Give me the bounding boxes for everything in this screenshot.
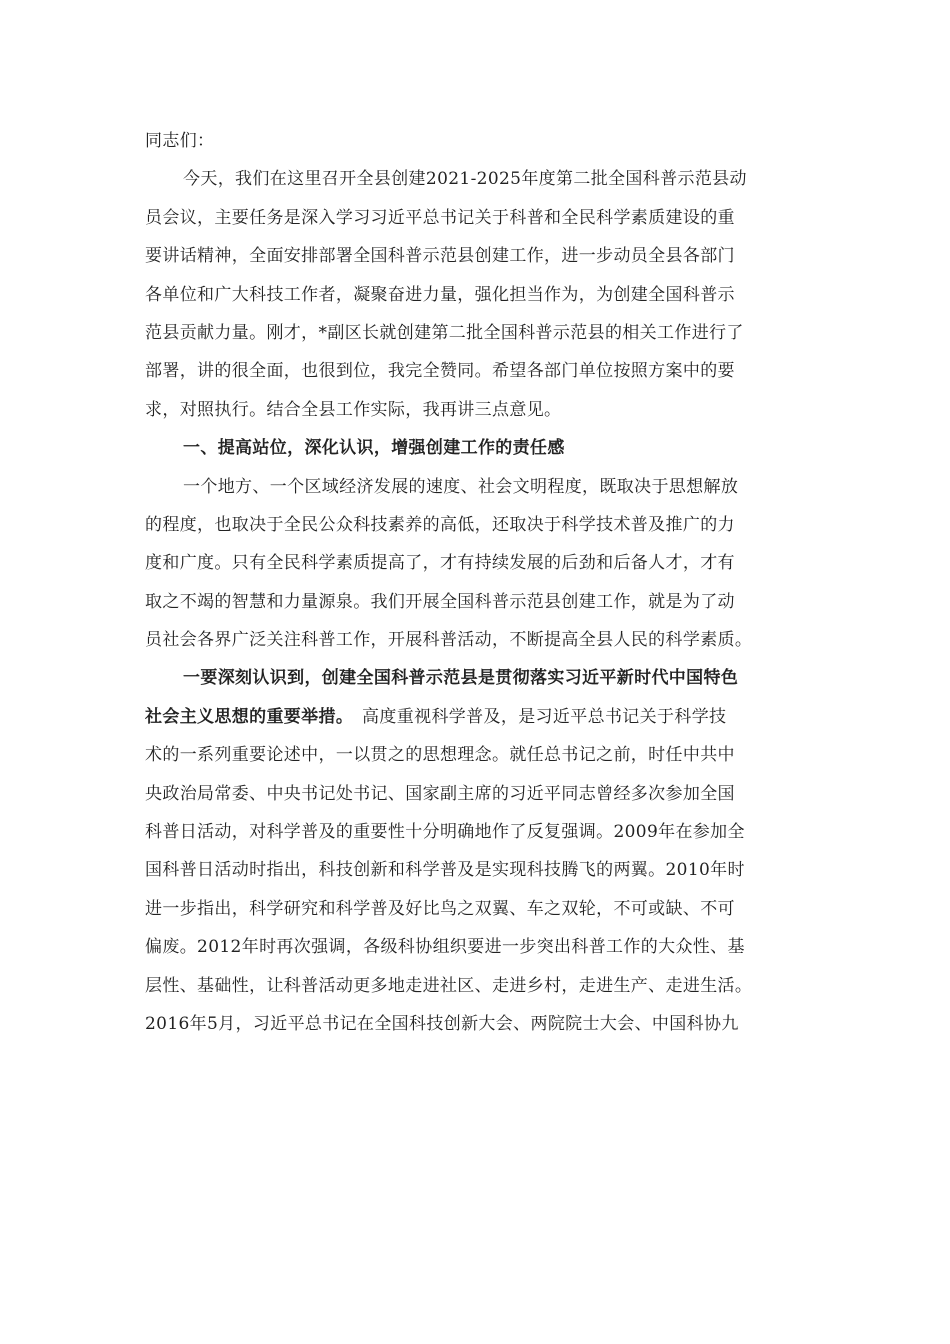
paragraph-line: 术的一系列重要论述中，一以贯之的思想理念。就任总书记之前，时任中共中 (145, 745, 735, 766)
paragraph-line: 进一步指出，科学研究和科学普及好比鸟之双翼、车之双轮，不可或缺、不可 (145, 898, 735, 919)
bold-lead-sentence-end: 社会主义思想的重要举措。 (145, 706, 345, 727)
bold-lead-sentence: 一要深刻认识到，创建全国科普示范县是贯彻落实习近平新时代中国特色 (183, 668, 739, 689)
intro-line: 部署，讲的很全面，也很到位，我完全赞同。希望各部门单位按照方案中的要 (145, 361, 735, 382)
paragraph-line: 2016年5月，习近平总书记在全国科技创新大会、两院院士大会、中国科协九 (145, 1013, 739, 1034)
paragraph-line: 偏废。2012年时再次强调，各级科协组织要进一步突出科普工作的大众性、基 (145, 937, 745, 958)
intro-line: 今天，我们在这里召开全县创建2021-2025年度第二批全国科普示范县动 (183, 169, 747, 190)
paragraph-line: 员社会各界广泛关注科普工作，开展科普活动，不断提高全县人民的科学素质。 (145, 630, 753, 651)
intro-line: 求，对照执行。结合全县工作实际，我再讲三点意见。 (145, 399, 562, 420)
paragraph-line: 度和广度。只有全民科学素质提高了，才有持续发展的后劲和后备人才，才有 (145, 553, 735, 574)
salutation: 同志们： (145, 131, 215, 151)
mixed-line (145, 698, 811, 736)
paragraph-text: 高度重视科学普及，是习近平总书记关于科学技 (344, 706, 727, 727)
intro-line: 各单位和广大科技工作者，凝聚奋进力量，强化担当作为，为创建全国科普示 (145, 284, 735, 305)
intro-line: 员会议，主要任务是深入学习习近平总书记关于科普和全民科学素质建设的重 (145, 207, 735, 228)
paragraph-line: 科普日活动，对科学普及的重要性十分明确地作了反复强调。2009年在参加全 (145, 822, 745, 843)
section-heading: 一、提高站位，深化认识，增强创建工作的责任感 (183, 438, 565, 459)
document-body (145, 122, 811, 1043)
paragraph-line: 国科普日活动时指出，科技创新和科学普及是实现科技腾飞的两翼。2010年时 (145, 860, 745, 881)
intro-line: 范县贡献力量。刚才，*副区长就创建第二批全国科普示范县的相关工作进行了 (145, 322, 744, 343)
paragraph-line: 的程度，也取决于全民公众科技素养的高低，还取决于科学技术普及推广的力 (145, 514, 735, 535)
paragraph-line: 层性、基础性，让科普活动更多地走进社区、走进乡村，走进生产、走进生活。 (145, 975, 753, 996)
intro-line: 要讲话精神，全面安排部署全国科普示范县创建工作，进一步动员全县各部门 (145, 246, 735, 267)
paragraph-line: 取之不竭的智慧和力量源泉。我们开展全国科普示范县创建工作，就是为了动 (145, 591, 735, 612)
paragraph-line: 一个地方、一个区域经济发展的速度、社会文明程度，既取决于思想解放 (183, 476, 739, 497)
paragraph-line: 央政治局常委、中央书记处书记、国家副主席的习近平同志曾经多次参加全国 (145, 783, 735, 804)
